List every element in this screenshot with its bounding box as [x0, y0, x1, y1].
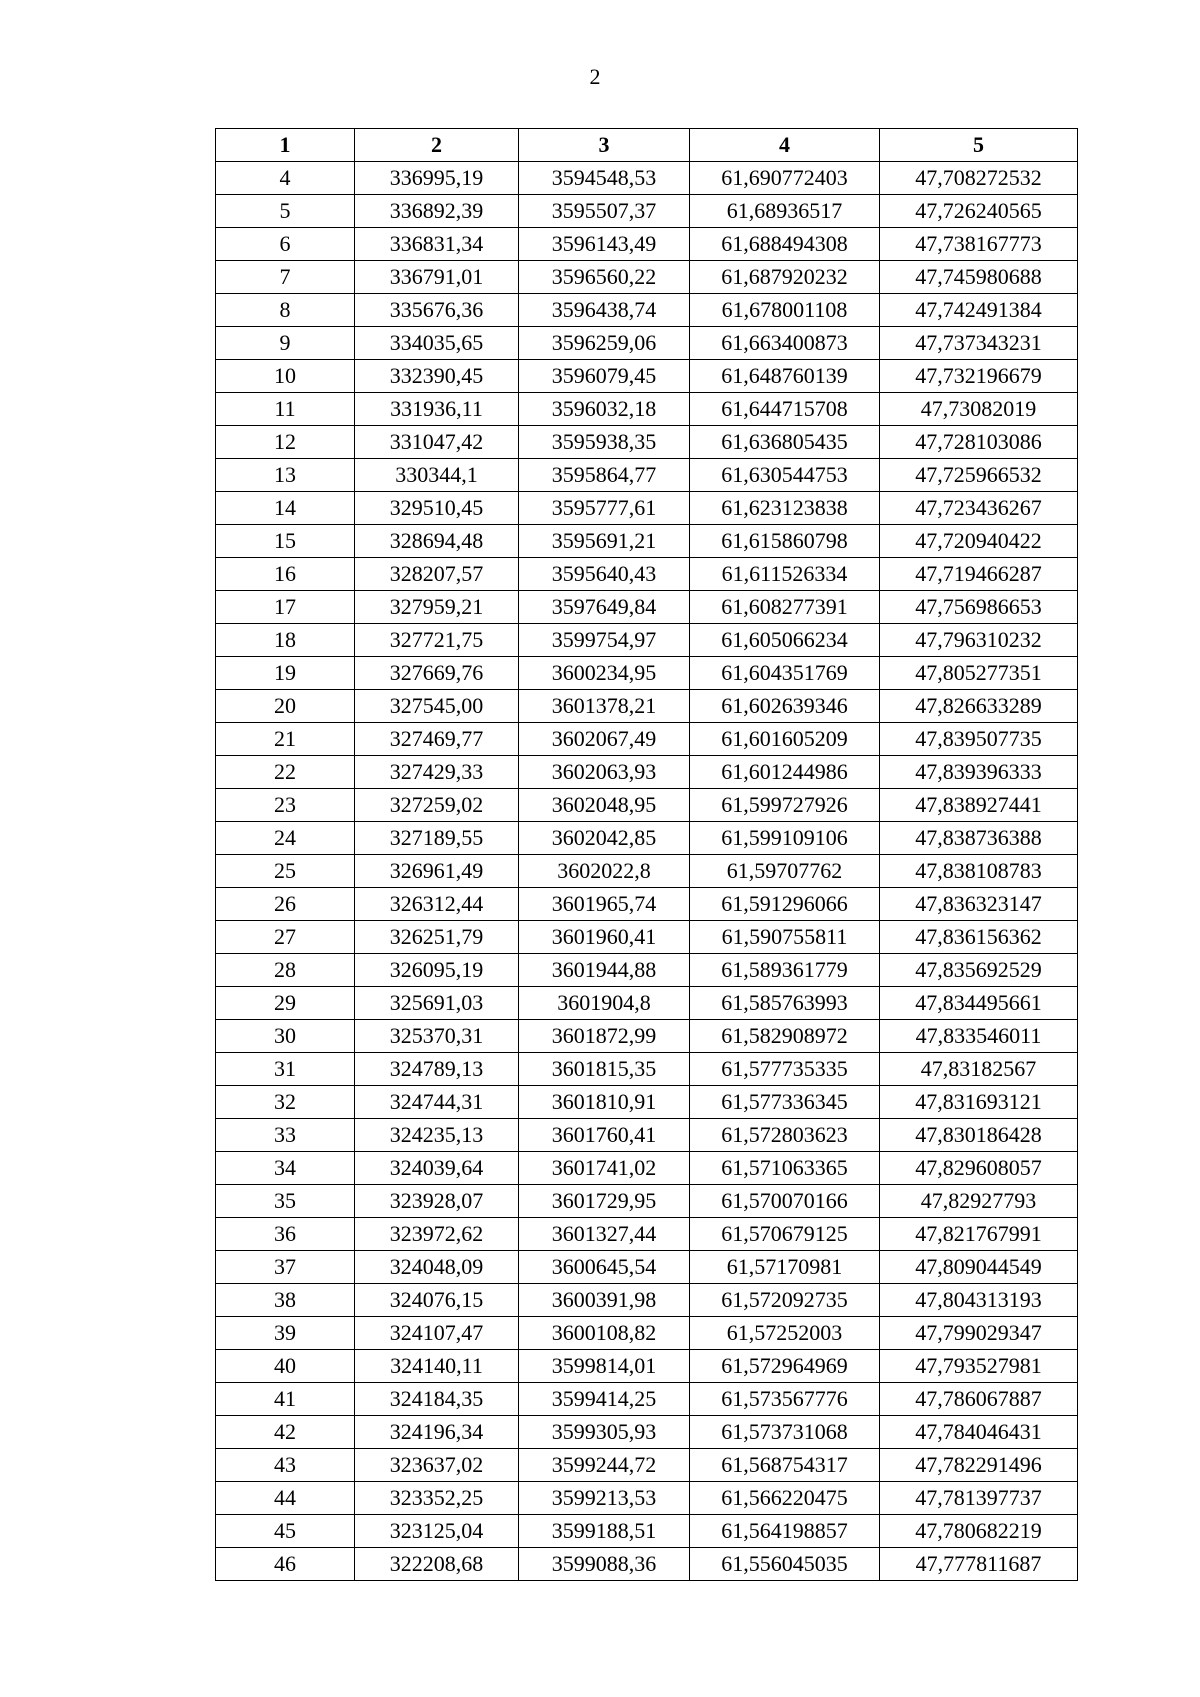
longitude-cell: 47,725966532: [880, 459, 1078, 492]
table-row: [216, 1185, 1078, 1218]
table-row: [216, 1449, 1078, 1482]
y-coordinate-cell: 3594548,53: [519, 162, 690, 195]
point-number-cell: 37: [216, 1251, 355, 1284]
y-coordinate-cell: 3595640,43: [519, 558, 690, 591]
longitude-cell: 47,720940422: [880, 525, 1078, 558]
x-coordinate-cell: 324076,15: [355, 1284, 519, 1317]
x-coordinate-cell: 336995,19: [355, 162, 519, 195]
point-number-cell: 12: [216, 426, 355, 459]
table-row: [216, 1053, 1078, 1086]
x-coordinate-cell: 327959,21: [355, 591, 519, 624]
point-number-cell: 20: [216, 690, 355, 723]
latitude-cell: 61,599727926: [690, 789, 880, 822]
y-coordinate-cell: 3599305,93: [519, 1416, 690, 1449]
y-coordinate-cell: 3601960,41: [519, 921, 690, 954]
latitude-cell: 61,570070166: [690, 1185, 880, 1218]
latitude-cell: 61,678001108: [690, 294, 880, 327]
longitude-cell: 47,737343231: [880, 327, 1078, 360]
table-row: [216, 360, 1078, 393]
x-coordinate-cell: 327469,77: [355, 723, 519, 756]
longitude-cell: 47,838108783: [880, 855, 1078, 888]
x-coordinate-cell: 336831,34: [355, 228, 519, 261]
latitude-cell: 61,564198857: [690, 1515, 880, 1548]
point-number-cell: 30: [216, 1020, 355, 1053]
point-number-cell: 38: [216, 1284, 355, 1317]
longitude-cell: 47,839507735: [880, 723, 1078, 756]
table-row: [216, 624, 1078, 657]
longitude-cell: 47,838927441: [880, 789, 1078, 822]
point-number-cell: 29: [216, 987, 355, 1020]
longitude-cell: 47,805277351: [880, 657, 1078, 690]
table-row: [216, 327, 1078, 360]
longitude-cell: 47,742491384: [880, 294, 1078, 327]
longitude-cell: 47,836156362: [880, 921, 1078, 954]
longitude-cell: 47,73082019: [880, 393, 1078, 426]
x-coordinate-cell: 326312,44: [355, 888, 519, 921]
latitude-cell: 61,572092735: [690, 1284, 880, 1317]
latitude-cell: 61,687920232: [690, 261, 880, 294]
point-number-cell: 7: [216, 261, 355, 294]
latitude-cell: 61,599109106: [690, 822, 880, 855]
table-row: [216, 1152, 1078, 1185]
table-row: [216, 987, 1078, 1020]
y-coordinate-cell: 3601327,44: [519, 1218, 690, 1251]
point-number-cell: 17: [216, 591, 355, 624]
table-row: [216, 294, 1078, 327]
longitude-cell: 47,780682219: [880, 1515, 1078, 1548]
page-number: 2: [589, 64, 601, 89]
table-row: [216, 1482, 1078, 1515]
longitude-cell: 47,756986653: [880, 591, 1078, 624]
table-row: [216, 558, 1078, 591]
y-coordinate-cell: 3602063,93: [519, 756, 690, 789]
x-coordinate-cell: 326251,79: [355, 921, 519, 954]
x-coordinate-cell: 331936,11: [355, 393, 519, 426]
point-number-cell: 44: [216, 1482, 355, 1515]
point-number-cell: 39: [216, 1317, 355, 1350]
table-row: [216, 888, 1078, 921]
y-coordinate-cell: 3600645,54: [519, 1251, 690, 1284]
y-coordinate-cell: 3601760,41: [519, 1119, 690, 1152]
y-coordinate-cell: 3601378,21: [519, 690, 690, 723]
x-coordinate-cell: 324140,11: [355, 1350, 519, 1383]
longitude-cell: 47,732196679: [880, 360, 1078, 393]
point-number-cell: 18: [216, 624, 355, 657]
latitude-cell: 61,59707762: [690, 855, 880, 888]
x-coordinate-cell: 325370,31: [355, 1020, 519, 1053]
x-coordinate-cell: 322208,68: [355, 1548, 519, 1581]
table-row: [216, 228, 1078, 261]
latitude-cell: 61,636805435: [690, 426, 880, 459]
x-coordinate-cell: 324184,35: [355, 1383, 519, 1416]
table-row: [216, 1515, 1078, 1548]
table-row: [216, 1548, 1078, 1581]
latitude-cell: 61,604351769: [690, 657, 880, 690]
latitude-cell: 61,591296066: [690, 888, 880, 921]
x-coordinate-cell: 324744,31: [355, 1086, 519, 1119]
point-number-cell: 46: [216, 1548, 355, 1581]
latitude-cell: 61,566220475: [690, 1482, 880, 1515]
x-coordinate-cell: 336791,01: [355, 261, 519, 294]
table-row: [216, 657, 1078, 690]
point-number-cell: 19: [216, 657, 355, 690]
y-coordinate-cell: 3600108,82: [519, 1317, 690, 1350]
y-coordinate-cell: 3602048,95: [519, 789, 690, 822]
longitude-cell: 47,829608057: [880, 1152, 1078, 1185]
point-number-cell: 9: [216, 327, 355, 360]
longitude-cell: 47,777811687: [880, 1548, 1078, 1581]
latitude-cell: 61,577336345: [690, 1086, 880, 1119]
x-coordinate-cell: 327189,55: [355, 822, 519, 855]
x-coordinate-cell: 327429,33: [355, 756, 519, 789]
point-number-cell: 13: [216, 459, 355, 492]
x-coordinate-cell: 324789,13: [355, 1053, 519, 1086]
y-coordinate-cell: 3596143,49: [519, 228, 690, 261]
y-coordinate-cell: 3599754,97: [519, 624, 690, 657]
y-coordinate-cell: 3599213,53: [519, 1482, 690, 1515]
x-coordinate-cell: 323928,07: [355, 1185, 519, 1218]
table-row: [216, 723, 1078, 756]
table-row: [216, 1218, 1078, 1251]
point-number-cell: 5: [216, 195, 355, 228]
table-row: [216, 690, 1078, 723]
point-number-cell: 26: [216, 888, 355, 921]
latitude-cell: 61,623123838: [690, 492, 880, 525]
point-number-cell: 31: [216, 1053, 355, 1086]
y-coordinate-cell: 3595691,21: [519, 525, 690, 558]
x-coordinate-cell: 323637,02: [355, 1449, 519, 1482]
column-header-3: 3: [519, 129, 690, 162]
latitude-cell: 61,570679125: [690, 1218, 880, 1251]
y-coordinate-cell: 3599088,36: [519, 1548, 690, 1581]
table-row: [216, 1119, 1078, 1152]
y-coordinate-cell: 3595938,35: [519, 426, 690, 459]
latitude-cell: 61,663400873: [690, 327, 880, 360]
latitude-cell: 61,568754317: [690, 1449, 880, 1482]
latitude-cell: 61,601244986: [690, 756, 880, 789]
latitude-cell: 61,572964969: [690, 1350, 880, 1383]
column-header-2: 2: [355, 129, 519, 162]
point-number-cell: 11: [216, 393, 355, 426]
longitude-cell: 47,830186428: [880, 1119, 1078, 1152]
table-row: [216, 756, 1078, 789]
x-coordinate-cell: 324039,64: [355, 1152, 519, 1185]
point-number-cell: 25: [216, 855, 355, 888]
point-number-cell: 33: [216, 1119, 355, 1152]
x-coordinate-cell: 327545,00: [355, 690, 519, 723]
x-coordinate-cell: 324107,47: [355, 1317, 519, 1350]
table-row: [216, 1383, 1078, 1416]
longitude-cell: 47,831693121: [880, 1086, 1078, 1119]
table-row: [216, 393, 1078, 426]
x-coordinate-cell: 336892,39: [355, 195, 519, 228]
longitude-cell: 47,809044549: [880, 1251, 1078, 1284]
latitude-cell: 61,68936517: [690, 195, 880, 228]
point-number-cell: 21: [216, 723, 355, 756]
x-coordinate-cell: 327259,02: [355, 789, 519, 822]
y-coordinate-cell: 3599814,01: [519, 1350, 690, 1383]
x-coordinate-cell: 324235,13: [355, 1119, 519, 1152]
longitude-cell: 47,835692529: [880, 954, 1078, 987]
y-coordinate-cell: 3602067,49: [519, 723, 690, 756]
y-coordinate-cell: 3596032,18: [519, 393, 690, 426]
table-body: [216, 162, 1078, 1581]
latitude-cell: 61,571063365: [690, 1152, 880, 1185]
x-coordinate-cell: 335676,36: [355, 294, 519, 327]
longitude-cell: 47,708272532: [880, 162, 1078, 195]
longitude-cell: 47,796310232: [880, 624, 1078, 657]
longitude-cell: 47,745980688: [880, 261, 1078, 294]
point-number-cell: 4: [216, 162, 355, 195]
y-coordinate-cell: 3599414,25: [519, 1383, 690, 1416]
y-coordinate-cell: 3601904,8: [519, 987, 690, 1020]
x-coordinate-cell: 324048,09: [355, 1251, 519, 1284]
x-coordinate-cell: 327721,75: [355, 624, 519, 657]
point-number-cell: 14: [216, 492, 355, 525]
y-coordinate-cell: 3596259,06: [519, 327, 690, 360]
point-number-cell: 8: [216, 294, 355, 327]
x-coordinate-cell: 323125,04: [355, 1515, 519, 1548]
y-coordinate-cell: 3601944,88: [519, 954, 690, 987]
column-header-4: 4: [690, 129, 880, 162]
table-row: [216, 1416, 1078, 1449]
longitude-cell: 47,719466287: [880, 558, 1078, 591]
latitude-cell: 61,57252003: [690, 1317, 880, 1350]
table-row: [216, 261, 1078, 294]
x-coordinate-cell: 328207,57: [355, 558, 519, 591]
y-coordinate-cell: 3596560,22: [519, 261, 690, 294]
longitude-cell: 47,836323147: [880, 888, 1078, 921]
x-coordinate-cell: 334035,65: [355, 327, 519, 360]
point-number-cell: 6: [216, 228, 355, 261]
latitude-cell: 61,573567776: [690, 1383, 880, 1416]
latitude-cell: 61,608277391: [690, 591, 880, 624]
longitude-cell: 47,728103086: [880, 426, 1078, 459]
table-row: [216, 1284, 1078, 1317]
x-coordinate-cell: 331047,42: [355, 426, 519, 459]
y-coordinate-cell: 3599188,51: [519, 1515, 690, 1548]
point-number-cell: 22: [216, 756, 355, 789]
latitude-cell: 61,601605209: [690, 723, 880, 756]
x-coordinate-cell: 323972,62: [355, 1218, 519, 1251]
point-number-cell: 27: [216, 921, 355, 954]
table-row: [216, 591, 1078, 624]
latitude-cell: 61,605066234: [690, 624, 880, 657]
point-number-cell: 16: [216, 558, 355, 591]
longitude-cell: 47,821767991: [880, 1218, 1078, 1251]
table-row: [216, 789, 1078, 822]
latitude-cell: 61,615860798: [690, 525, 880, 558]
y-coordinate-cell: 3597649,84: [519, 591, 690, 624]
longitude-cell: 47,786067887: [880, 1383, 1078, 1416]
y-coordinate-cell: 3595864,77: [519, 459, 690, 492]
table-row: [216, 1251, 1078, 1284]
point-number-cell: 40: [216, 1350, 355, 1383]
coordinates-table: [215, 128, 1078, 1581]
x-coordinate-cell: 332390,45: [355, 360, 519, 393]
point-number-cell: 43: [216, 1449, 355, 1482]
table-row: [216, 525, 1078, 558]
latitude-cell: 61,585763993: [690, 987, 880, 1020]
longitude-cell: 47,726240565: [880, 195, 1078, 228]
y-coordinate-cell: 3601872,99: [519, 1020, 690, 1053]
table-row: [216, 492, 1078, 525]
longitude-cell: 47,793527981: [880, 1350, 1078, 1383]
longitude-cell: 47,834495661: [880, 987, 1078, 1020]
y-coordinate-cell: 3599244,72: [519, 1449, 690, 1482]
point-number-cell: 42: [216, 1416, 355, 1449]
point-number-cell: 41: [216, 1383, 355, 1416]
longitude-cell: 47,839396333: [880, 756, 1078, 789]
table-row: [216, 1086, 1078, 1119]
point-number-cell: 10: [216, 360, 355, 393]
table-row: [216, 1350, 1078, 1383]
y-coordinate-cell: 3601729,95: [519, 1185, 690, 1218]
latitude-cell: 61,589361779: [690, 954, 880, 987]
x-coordinate-cell: 325691,03: [355, 987, 519, 1020]
longitude-cell: 47,799029347: [880, 1317, 1078, 1350]
point-number-cell: 15: [216, 525, 355, 558]
longitude-cell: 47,838736388: [880, 822, 1078, 855]
point-number-cell: 24: [216, 822, 355, 855]
point-number-cell: 34: [216, 1152, 355, 1185]
y-coordinate-cell: 3601965,74: [519, 888, 690, 921]
longitude-cell: 47,804313193: [880, 1284, 1078, 1317]
latitude-cell: 61,577735335: [690, 1053, 880, 1086]
x-coordinate-cell: 330344,1: [355, 459, 519, 492]
table-row: [216, 822, 1078, 855]
y-coordinate-cell: 3600391,98: [519, 1284, 690, 1317]
latitude-cell: 61,57170981: [690, 1251, 880, 1284]
y-coordinate-cell: 3602042,85: [519, 822, 690, 855]
table-row: [216, 426, 1078, 459]
latitude-cell: 61,611526334: [690, 558, 880, 591]
x-coordinate-cell: 324196,34: [355, 1416, 519, 1449]
table-row: [216, 855, 1078, 888]
longitude-cell: 47,826633289: [880, 690, 1078, 723]
x-coordinate-cell: 326961,49: [355, 855, 519, 888]
column-header-5: 5: [880, 129, 1078, 162]
latitude-cell: 61,648760139: [690, 360, 880, 393]
y-coordinate-cell: 3601810,91: [519, 1086, 690, 1119]
x-coordinate-cell: 326095,19: [355, 954, 519, 987]
longitude-cell: 47,833546011: [880, 1020, 1078, 1053]
latitude-cell: 61,690772403: [690, 162, 880, 195]
point-number-cell: 28: [216, 954, 355, 987]
point-number-cell: 36: [216, 1218, 355, 1251]
latitude-cell: 61,630544753: [690, 459, 880, 492]
longitude-cell: 47,83182567: [880, 1053, 1078, 1086]
y-coordinate-cell: 3596079,45: [519, 360, 690, 393]
latitude-cell: 61,582908972: [690, 1020, 880, 1053]
x-coordinate-cell: 327669,76: [355, 657, 519, 690]
longitude-cell: 47,784046431: [880, 1416, 1078, 1449]
x-coordinate-cell: 328694,48: [355, 525, 519, 558]
longitude-cell: 47,738167773: [880, 228, 1078, 261]
table-row: [216, 162, 1078, 195]
table-header-row: [216, 129, 1078, 162]
x-coordinate-cell: 329510,45: [355, 492, 519, 525]
y-coordinate-cell: 3595507,37: [519, 195, 690, 228]
latitude-cell: 61,602639346: [690, 690, 880, 723]
table-row: [216, 1020, 1078, 1053]
longitude-cell: 47,82927793: [880, 1185, 1078, 1218]
latitude-cell: 61,644715708: [690, 393, 880, 426]
y-coordinate-cell: 3602022,8: [519, 855, 690, 888]
table-row: [216, 459, 1078, 492]
y-coordinate-cell: 3601815,35: [519, 1053, 690, 1086]
table-row: [216, 921, 1078, 954]
longitude-cell: 47,781397737: [880, 1482, 1078, 1515]
latitude-cell: 61,688494308: [690, 228, 880, 261]
longitude-cell: 47,782291496: [880, 1449, 1078, 1482]
y-coordinate-cell: 3596438,74: [519, 294, 690, 327]
x-coordinate-cell: 323352,25: [355, 1482, 519, 1515]
latitude-cell: 61,556045035: [690, 1548, 880, 1581]
table-row: [216, 954, 1078, 987]
table-row: [216, 1317, 1078, 1350]
y-coordinate-cell: 3601741,02: [519, 1152, 690, 1185]
point-number-cell: 45: [216, 1515, 355, 1548]
latitude-cell: 61,572803623: [690, 1119, 880, 1152]
y-coordinate-cell: 3600234,95: [519, 657, 690, 690]
table-row: [216, 195, 1078, 228]
longitude-cell: 47,723436267: [880, 492, 1078, 525]
point-number-cell: 23: [216, 789, 355, 822]
y-coordinate-cell: 3595777,61: [519, 492, 690, 525]
point-number-cell: 32: [216, 1086, 355, 1119]
latitude-cell: 61,590755811: [690, 921, 880, 954]
column-header-1: 1: [216, 129, 355, 162]
latitude-cell: 61,573731068: [690, 1416, 880, 1449]
point-number-cell: 35: [216, 1185, 355, 1218]
